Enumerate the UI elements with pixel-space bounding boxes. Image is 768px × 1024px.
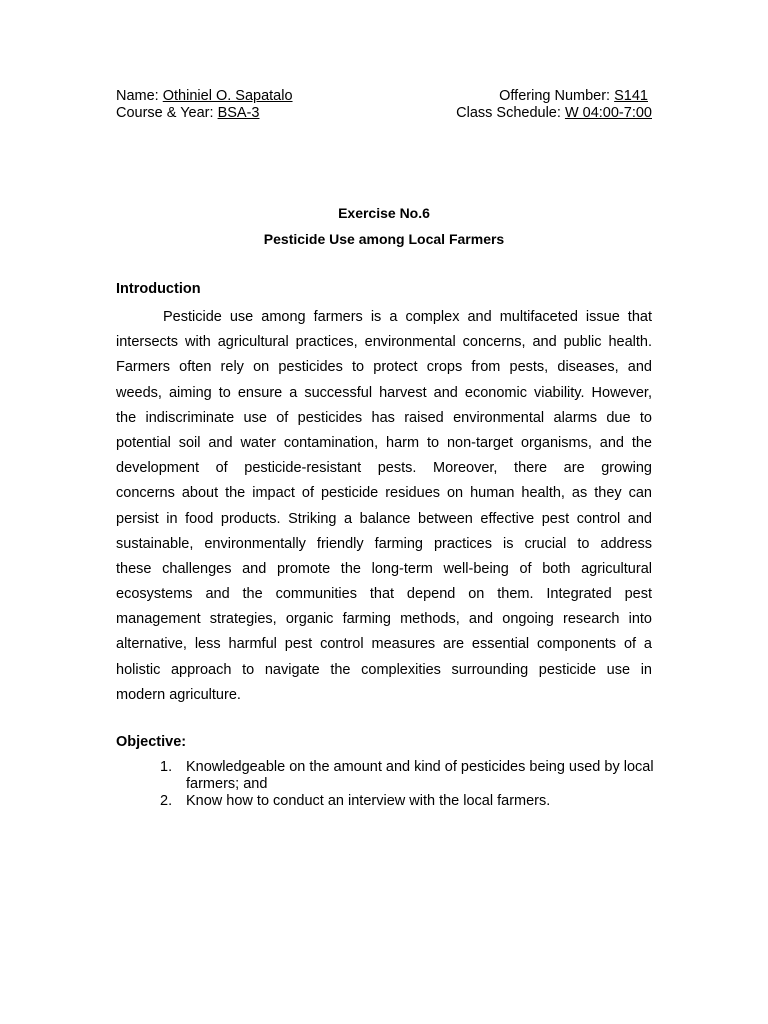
paragraph-line: management strategies, organic farming methods, and ongoing research into (116, 611, 652, 628)
list-text: Knowledgeable on the amount and kind of pesticides being used by local farmers; and (186, 759, 654, 792)
paragraph-line: modern agriculture. (116, 686, 241, 703)
schedule-label: Class Schedule: (456, 105, 565, 121)
schedule-line (456, 105, 652, 122)
document-title: Pesticide Use among Local Farmers (263, 231, 505, 247)
objective-list (160, 759, 660, 810)
introduction-heading: Introduction (116, 281, 201, 297)
list-item (160, 793, 660, 810)
introduction-paragraph (116, 305, 652, 708)
name-line (116, 88, 293, 105)
paragraph-line: sustainable, environmentally friendly farming practices is crucial to address (116, 535, 652, 552)
paragraph-line: these challenges and promote the long-term well-being of both agricultural (116, 560, 652, 577)
paragraph-line: intersects with agricultural practices, environmental concerns, and public health. (116, 334, 652, 351)
paragraph-line: Farmers often rely on pesticides to protect crops from pests, diseases, and (116, 359, 652, 376)
list-text: Know how to conduct an interview with the local farmers. (186, 793, 551, 809)
course-value: BSA-3 (217, 105, 260, 121)
paragraph-line: holistic approach to navigate the complexities surrounding pesticide use in (116, 661, 652, 678)
exercise-number: Exercise No.6 (338, 205, 430, 221)
list-number: 2. (160, 793, 173, 809)
paragraph-line: ecosystems and the communities that depend on them. Integrated pest (116, 586, 652, 603)
name-value: Othiniel O. Sapatalo (162, 88, 293, 104)
paragraph-line: the indiscriminate use of pesticides has raised environmental alarms due to (116, 409, 652, 426)
paragraph-line: alternative, less harmful pest control measures are essential components of a (116, 636, 652, 653)
paragraph-line: potential soil and water contamination, harm to non-target organisms, and the (116, 434, 652, 451)
paragraph-line: persist in food products. Striking a balance between effective pest control and (116, 510, 652, 527)
paragraph-line: weeds, aiming to ensure a successful harvest and economic viability. However, (116, 384, 652, 401)
course-label: Course & Year: (116, 105, 218, 121)
schedule-value: W 04:00-7:00 (564, 105, 652, 121)
paragraph-line: development of pesticide-resistant pests. Moreover, there are growing (116, 460, 652, 477)
paragraph-line: concerns about the impact of pesticide residues on human health, as they can (116, 485, 652, 502)
list-number: 1. (160, 759, 173, 775)
course-line (116, 105, 260, 122)
offering-line (499, 88, 648, 105)
offering-label: Offering Number: (499, 88, 615, 104)
paragraph-line: Pesticide use among farmers is a complex and multifaceted issue that (163, 309, 652, 325)
objective-heading: Objective: (116, 734, 187, 750)
name-label: Name: (116, 88, 163, 104)
list-item (160, 759, 660, 793)
offering-value: S141 (614, 88, 648, 104)
